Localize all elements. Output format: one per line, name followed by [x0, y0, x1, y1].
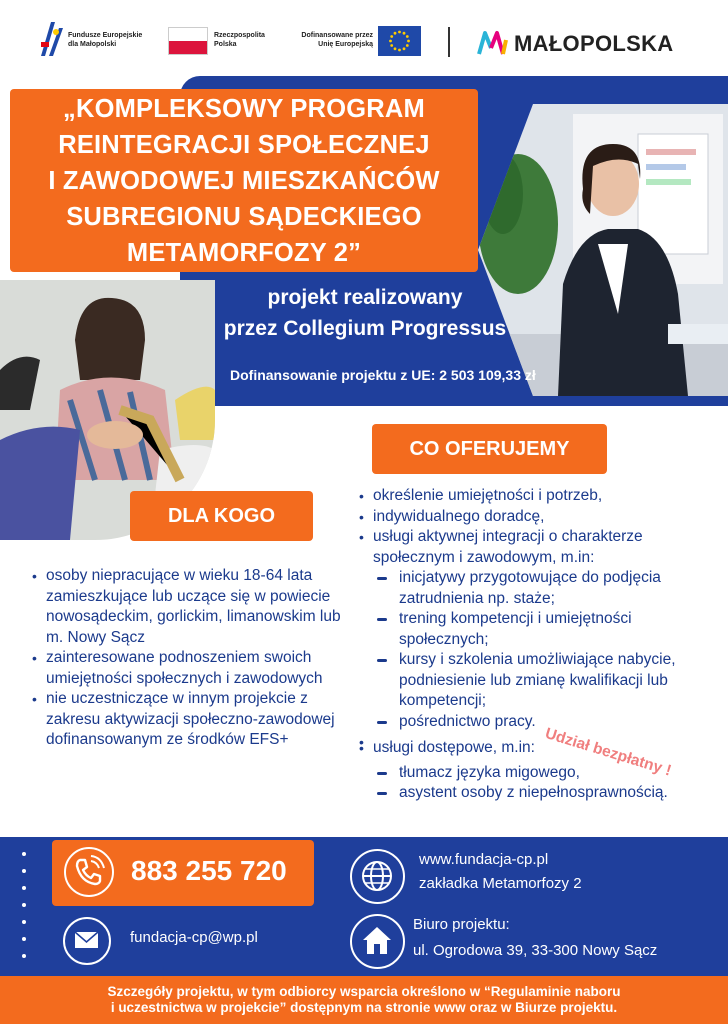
offer-list — [359, 486, 719, 804]
email-link[interactable]: fundacja-cp@wp.pl — [130, 929, 258, 946]
list-item-text: usługi dostępowe, m.in: — [373, 739, 535, 756]
offer-header: CO OFERUJEMY — [372, 424, 607, 474]
sub-list-item: kursy i szkolenia umożliwiające nabycie, podniesienie lub zmianę kwalifikacji lub kompetencji; — [375, 650, 719, 712]
free-participation-stamp: Udział bezpłatny ! — [543, 725, 674, 780]
eu-logo-text: Dofinansowane przez Unię Europejską — [301, 32, 373, 48]
sub-list-item: trening kompetencji i umiejętności społecznych; — [375, 609, 719, 650]
rzeczpospolita-logo-text: Rzeczpospolita Polska — [214, 32, 265, 48]
fundusze-europejskie-logo-icon — [41, 22, 63, 56]
project-title: „KOMPLEKSOWY PROGRAM REINTEGRACJI SPOŁECZNEJ I ZAWODOWEJ MIESZKAŃCÓW SUBREGIONU SĄDECKIEGO METAMORFOZY 2” — [48, 94, 440, 267]
sub-list-item: pośrednictwo pracy. — [375, 712, 719, 733]
list-item-text: usługi aktywnej integracji o charakterze społecznym i zawodowym, m.in: — [373, 528, 643, 566]
phone-icon — [64, 847, 114, 897]
logo-separator — [448, 27, 450, 57]
funding-amount: Dofinansowanie projektu z UE: 2 503 109,33 zł — [230, 367, 536, 383]
offer-sub-list — [375, 568, 719, 732]
list-item — [359, 527, 719, 732]
project-title-box — [10, 89, 478, 272]
list-item: • osoby niepracujące w wieku 18-64 lata zamieszkujące lub uczące się w powiecie nowosądeckim, gorlickim, limanowskim lub m. Nowy Sącz — [32, 566, 352, 648]
polish-flag-icon — [168, 27, 208, 55]
target-group-list — [32, 566, 352, 751]
list-item: • zainteresowane podnoszeniem swoich umiejętności społecznych i zawodowych — [32, 648, 352, 689]
mail-icon — [63, 917, 111, 965]
home-icon — [350, 914, 405, 969]
list-item: • indywidualnego doradcę, — [359, 507, 719, 528]
website-link[interactable]: www.fundacja-cp.pl zakładka Metamorfozy 2 — [419, 851, 582, 892]
target-group-header: DLA KOGO — [130, 491, 313, 541]
eu-flag-icon — [378, 26, 421, 56]
globe-icon — [350, 849, 405, 904]
phone-number[interactable]: 883 255 720 — [131, 855, 287, 886]
footer-note: Szczegóły projektu, w tym odbiorcy wsparcia określono w “Regulaminie naboru i uczestnictwa w projekcie” dostępnym na stronie www oraz w Biurze projektu. — [0, 976, 728, 1024]
malopolska-logo-text: MAŁOPOLSKA — [514, 31, 674, 56]
list-item: • określenie umiejętności i potrzeb, — [359, 486, 719, 507]
fundusze-europejskie-logo-text: Fundusze Europejskie dla Małopolski — [68, 32, 143, 48]
office-address: Biuro projektu: ul. Ogrodowa 39, 33-300 Nowy Sącz — [413, 916, 658, 959]
sub-list-item: tłumacz języka migowego, — [375, 763, 719, 784]
project-subtitle: projekt realizowany przez Collegium Progressus — [223, 286, 507, 340]
decorative-dots — [22, 852, 42, 972]
malopolska-logo-icon — [477, 30, 509, 56]
sub-list-item: asystent osoby z niepełnosprawnością. — [375, 783, 719, 804]
sub-list-item: inicjatywy przygotowujące do podjęcia zatrudnienia np. staże; — [375, 568, 719, 609]
list-item: • nie uczestniczące w innym projekcie z zakresu aktywizacji społeczno-zawodowej dofinansowanym ze środków EFS+ — [32, 689, 352, 751]
